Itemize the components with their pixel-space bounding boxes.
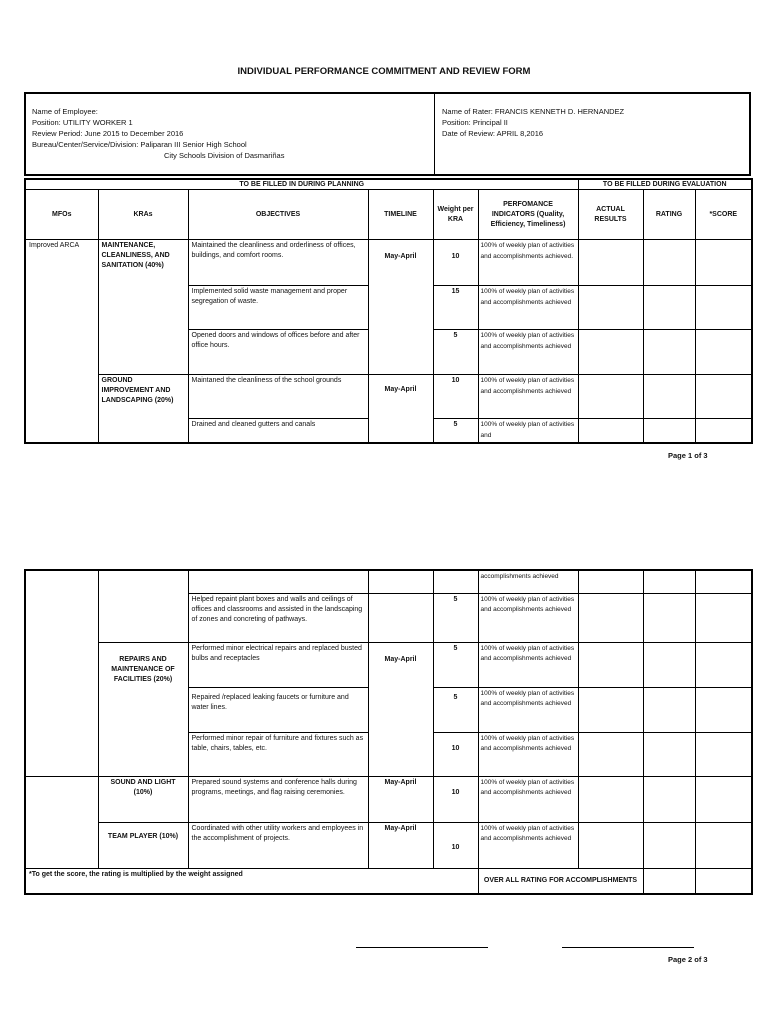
- weight-cell: 5: [433, 642, 478, 687]
- actual-cell: [578, 330, 643, 375]
- table-row: [25, 375, 752, 419]
- rating-cell: [643, 570, 695, 593]
- rating-cell: [643, 822, 695, 868]
- actual-cell: [578, 286, 643, 330]
- objective-cell: Performed minor electrical repairs and replaced busted bulbs and receptacles: [188, 642, 368, 687]
- employee-position: Position: UTILITY WORKER 1: [32, 118, 133, 127]
- col-mfos: MFOs: [25, 190, 98, 240]
- indicator-cell: 100% of weekly plan of activities and accomplishments achieved.: [478, 240, 578, 286]
- employee-info: [26, 94, 435, 174]
- date-of-review: Date of Review: APRIL 8,2016: [442, 129, 544, 138]
- review-period: Review Period: June 2015 to December 2016: [32, 129, 184, 138]
- score-cell: [695, 286, 752, 330]
- performance-table-page1: [24, 178, 753, 444]
- col-timeline: TIMELINE: [368, 190, 433, 240]
- col-objectives: OBJECTIVES: [188, 190, 368, 240]
- kra-cell: REPAIRS AND MAINTENANCE OF FACILITIES (20%): [98, 642, 188, 776]
- col-rating: RATING: [643, 190, 695, 240]
- weight-cell: 10: [433, 240, 478, 286]
- timeline-cell: May-April: [368, 240, 433, 375]
- evaluation-band: TO BE FILLED DURING EVALUATION: [578, 179, 752, 190]
- actual-cell: [578, 593, 643, 642]
- mfo-cell: [25, 570, 98, 776]
- kra-cell: TEAM PLAYER (10%): [98, 822, 188, 868]
- rater-position: Position: Principal II: [442, 118, 508, 127]
- signature-line-rater: [562, 947, 694, 948]
- actual-cell: [578, 687, 643, 732]
- objective-cell: Maintaned the cleanliness of the school grounds: [188, 375, 368, 419]
- timeline-cell: [368, 570, 433, 593]
- objective-cell: Implemented solid waste management and proper segregation of waste.: [188, 286, 368, 330]
- score-cell: [695, 593, 752, 642]
- overall-rating-cell: [643, 868, 695, 894]
- overall-score-cell: [695, 868, 752, 894]
- kra-cell: GROUND IMPROVEMENT AND LANDSCAPING (20%): [98, 375, 188, 444]
- rating-cell: [643, 240, 695, 286]
- timeline-cell: May-April: [368, 375, 433, 444]
- timeline-cell: May-April: [368, 822, 433, 868]
- indicator-cell: accomplishments achieved: [478, 570, 578, 593]
- actual-cell: [578, 570, 643, 593]
- objective-cell: Opened doors and windows of offices before and after office hours.: [188, 330, 368, 375]
- weight-cell: 10: [433, 822, 478, 868]
- score-cell: [695, 732, 752, 776]
- actual-cell: [578, 240, 643, 286]
- col-indicators: PERFOMANCE INDICATORS (Quality, Efficiency, Timeliness): [478, 190, 578, 240]
- table-row: [25, 776, 752, 822]
- rating-cell: [643, 375, 695, 419]
- score-cell: [695, 419, 752, 444]
- rater-name: Name of Rater: FRANCIS KENNETH D. HERNANDEZ: [442, 107, 625, 116]
- objective-cell: Drained and cleaned gutters and canals: [188, 419, 368, 444]
- table-row: [25, 240, 752, 286]
- weight-cell: 10: [433, 776, 478, 822]
- table-row: [25, 642, 752, 687]
- signature-line-ratee: [356, 947, 488, 948]
- objective-cell: Prepared sound systems and conference halls during programs, meetings, and flag raising ceremonies.: [188, 776, 368, 822]
- division: City Schools Division of Dasmariñas: [164, 151, 285, 160]
- score-cell: [695, 776, 752, 822]
- form-title: INDIVIDUAL PERFORMANCE COMMITMENT AND REVIEW FORM: [237, 66, 531, 77]
- rating-cell: [643, 642, 695, 687]
- employee-name-label: Name of Employee:: [32, 107, 98, 116]
- indicator-cell: 100% of weekly plan of activities and accomplishments achieved: [478, 776, 578, 822]
- score-footnote: *To get the score, the rating is multiplied by the weight assigned: [25, 868, 478, 894]
- col-kras: KRAs: [98, 190, 188, 240]
- weight-cell: 10: [433, 732, 478, 776]
- rating-cell: [643, 593, 695, 642]
- score-cell: [695, 642, 752, 687]
- col-score: *SCORE: [695, 190, 752, 240]
- table-row: [25, 570, 752, 593]
- actual-cell: [578, 822, 643, 868]
- weight-cell: 5: [433, 593, 478, 642]
- indicator-cell: 100% of weekly plan of activities and accomplishments achieved: [478, 330, 578, 375]
- page-number: Page 1 of 3: [668, 451, 708, 460]
- timeline-cell: May-April: [368, 642, 433, 776]
- planning-band: TO BE FILLED IN DURING PLANNING: [25, 179, 578, 190]
- indicator-cell: 100% of weekly plan of activities and accomplishments achieved: [478, 286, 578, 330]
- bureau: Bureau/Center/Service/Division: Paliparan III Senior High School: [32, 140, 247, 149]
- weight-cell: [433, 570, 478, 593]
- indicator-cell: 100% of weekly plan of activities and accomplishments achieved: [478, 593, 578, 642]
- kra-cell: SOUND AND LIGHT (10%): [98, 776, 188, 822]
- indicator-cell: 100% of weekly plan of activities and accomplishments achieved: [478, 642, 578, 687]
- rating-cell: [643, 732, 695, 776]
- indicator-cell: 100% of weekly plan of activities and accomplishments achieved: [478, 732, 578, 776]
- timeline-cell: [368, 593, 433, 642]
- kra-cell: [98, 570, 188, 642]
- indicator-cell: 100% of weekly plan of activities and: [478, 419, 578, 444]
- weight-cell: 5: [433, 419, 478, 444]
- col-weight: Weight per KRA: [433, 190, 478, 240]
- table-row: [25, 822, 752, 868]
- indicator-cell: 100% of weekly plan of activities and accomplishments achieved: [478, 822, 578, 868]
- objective-cell: Coordinated with other utility workers and employees in the accomplishment of projects.: [188, 822, 368, 868]
- rating-cell: [643, 687, 695, 732]
- actual-cell: [578, 375, 643, 419]
- table-row: [25, 868, 752, 894]
- col-actual: ACTUAL RESULTS: [578, 190, 643, 240]
- performance-table-page2: [24, 569, 753, 895]
- objective-cell: Performed minor repair of furniture and fixtures such as table, chairs, tables, etc.: [188, 732, 368, 776]
- score-cell: [695, 375, 752, 419]
- weight-cell: 15: [433, 286, 478, 330]
- page-number: Page 2 of 3: [668, 955, 708, 964]
- indicator-cell: 100% of weekly plan of activities and accomplishments achieved: [478, 375, 578, 419]
- overall-rating-label: OVER ALL RATING FOR ACCOMPLISHMENTS: [478, 868, 643, 894]
- rating-cell: [643, 419, 695, 444]
- mfo-cell: [25, 776, 98, 868]
- objective-cell: [188, 570, 368, 593]
- actual-cell: [578, 732, 643, 776]
- objective-cell: Helped repaint plant boxes and walls and ceilings of offices and classrooms and assisted in the landscaping of zones and concreting of pathways.: [188, 593, 368, 642]
- score-cell: [695, 687, 752, 732]
- score-cell: [695, 330, 752, 375]
- rater-info: [436, 94, 749, 174]
- weight-cell: 5: [433, 687, 478, 732]
- kra-cell: MAINTENANCE, CLEANLINESS, AND SANITATION (40%): [98, 240, 188, 375]
- timeline-cell: May-April: [368, 776, 433, 822]
- actual-cell: [578, 419, 643, 444]
- rating-cell: [643, 286, 695, 330]
- score-cell: [695, 570, 752, 593]
- weight-cell: 5: [433, 330, 478, 375]
- actual-cell: [578, 776, 643, 822]
- score-cell: [695, 822, 752, 868]
- employee-header-box: [24, 92, 751, 176]
- weight-cell: 10: [433, 375, 478, 419]
- rating-cell: [643, 776, 695, 822]
- objective-cell: Maintained the cleanliness and orderliness of offices, buildings, and comfort rooms.: [188, 240, 368, 286]
- mfo-cell: Improved ARCA: [25, 240, 98, 444]
- objective-cell: Repaired /replaced leaking faucets or furniture and water lines.: [188, 687, 368, 732]
- indicator-cell: 100% of weekly plan of activities and accomplishments achieved: [478, 687, 578, 732]
- actual-cell: [578, 642, 643, 687]
- score-cell: [695, 240, 752, 286]
- rating-cell: [643, 330, 695, 375]
